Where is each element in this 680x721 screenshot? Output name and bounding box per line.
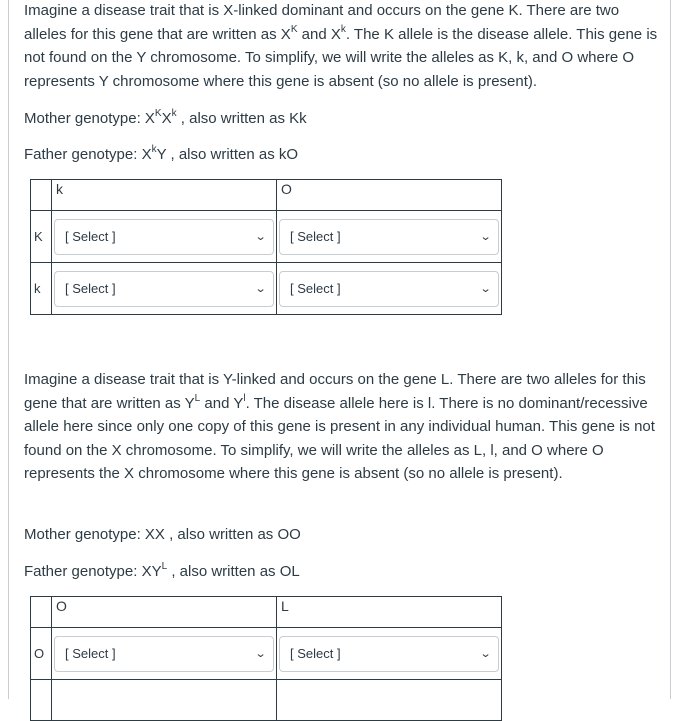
col-header: [277, 597, 502, 628]
q2-intro-sup1: L: [194, 392, 201, 404]
q1-mother-mid: X: [161, 110, 172, 127]
question-frame: [8, 0, 671, 699]
row-header: O: [31, 628, 52, 680]
col-header-label: O: [56, 598, 67, 614]
q1-father-suffix: , also written as kO: [166, 146, 299, 163]
genotype-select[interactable]: [54, 219, 274, 255]
q1-mother-genotype: [24, 109, 307, 129]
chevron-down-icon: ⌄: [254, 283, 267, 295]
genotype-select[interactable]: [54, 271, 274, 307]
q2-mother-genotype: [24, 525, 301, 545]
select-cell: [52, 680, 277, 721]
col-header: [52, 597, 277, 628]
select-cell: [277, 680, 502, 721]
q1-intro-sup2: k: [340, 23, 346, 35]
q1-intro: [24, 0, 664, 93]
select-value: [ Select ]: [65, 229, 116, 244]
genotype-select[interactable]: [279, 219, 499, 255]
chevron-down-icon: ⌄: [479, 648, 492, 660]
select-value: [ Select ]: [290, 229, 341, 244]
col-header: [52, 180, 277, 211]
select-cell: [277, 211, 502, 263]
q2-father-label: Father genotype: XY: [24, 563, 162, 580]
q2-intro-text-c: . The disease allele here is l. There is no dominant/recessive allele here since only one copy of this gene is present in any individual human. This gene is not found on the X chromosome. To simplify, we will write the alleles as L, l, and O where O represents the X chromosome where this gene is absent (so no allele is present).: [24, 394, 655, 482]
select-cell: [52, 628, 277, 680]
q1-intro-text-a: Imagine a disease trait that is X-linked dominant and occurs on the gene K. There are two alleles for this gene that are written as X: [24, 2, 620, 43]
q1-father-genotype: [24, 145, 298, 165]
chevron-down-icon: ⌄: [479, 231, 492, 243]
q2-father-genotype: [24, 562, 300, 582]
q1-intro-sup1: K: [290, 23, 298, 35]
q2-mother-label: Mother genotype: XX , also written as OO: [24, 526, 301, 543]
q2-intro-text-b: and Y: [200, 394, 244, 412]
q2-intro-sup2: l: [243, 392, 246, 404]
q2-intro: [24, 368, 664, 486]
select-value: [ Select ]: [290, 646, 341, 661]
row-header: [31, 680, 52, 721]
q1-intro-text-b: and X: [297, 25, 341, 43]
genotype-select[interactable]: [54, 636, 274, 672]
col-header-label: O: [281, 181, 292, 197]
q2-intro-text-a: Imagine a disease trait that is Y-linked and occurs on the gene L. There are two alleles for this gene that are written as Y: [24, 371, 646, 412]
q1-father-label: Father genotype: X: [24, 146, 152, 163]
q2-father-sup1: L: [161, 561, 168, 572]
chevron-down-icon: ⌄: [254, 231, 267, 243]
select-value: [ Select ]: [290, 281, 341, 296]
select-cell: [52, 263, 277, 315]
q1-mother-sup2: k: [171, 108, 177, 119]
row-header: k: [31, 263, 52, 315]
q1-father-sup1: k: [151, 144, 157, 155]
row-header: K: [31, 211, 52, 263]
corner-cell: [31, 180, 52, 211]
select-cell: [277, 628, 502, 680]
corner-cell: [31, 597, 52, 628]
col-header-label: L: [281, 598, 289, 614]
select-value: [ Select ]: [65, 646, 116, 661]
q1-punnett-table: [30, 179, 502, 315]
select-cell: [277, 263, 502, 315]
col-header-label: k: [56, 181, 63, 197]
q2-father-suffix: , also written as OL: [167, 563, 300, 580]
q1-mother-sup1: K: [154, 108, 162, 119]
q2-punnett-table: [30, 596, 502, 721]
q1-mother-label: Mother genotype: X: [24, 110, 155, 127]
chevron-down-icon: ⌄: [479, 283, 492, 295]
genotype-select[interactable]: [279, 636, 499, 672]
chevron-down-icon: ⌄: [254, 648, 267, 660]
q1-intro-text-c: . The K allele is the disease allele. This gene is not found on the Y chromosome. To simplify, we will write the alleles as K, k, and O where O represents Y chromosome where this gene is absent (so no allele is present).: [24, 25, 658, 90]
genotype-select[interactable]: [279, 271, 499, 307]
select-value: [ Select ]: [65, 281, 116, 296]
select-cell: [52, 211, 277, 263]
q1-mother-suffix: , also written as Kk: [176, 110, 307, 127]
q1-father-mid: Y: [156, 146, 167, 163]
col-header: [277, 180, 502, 211]
